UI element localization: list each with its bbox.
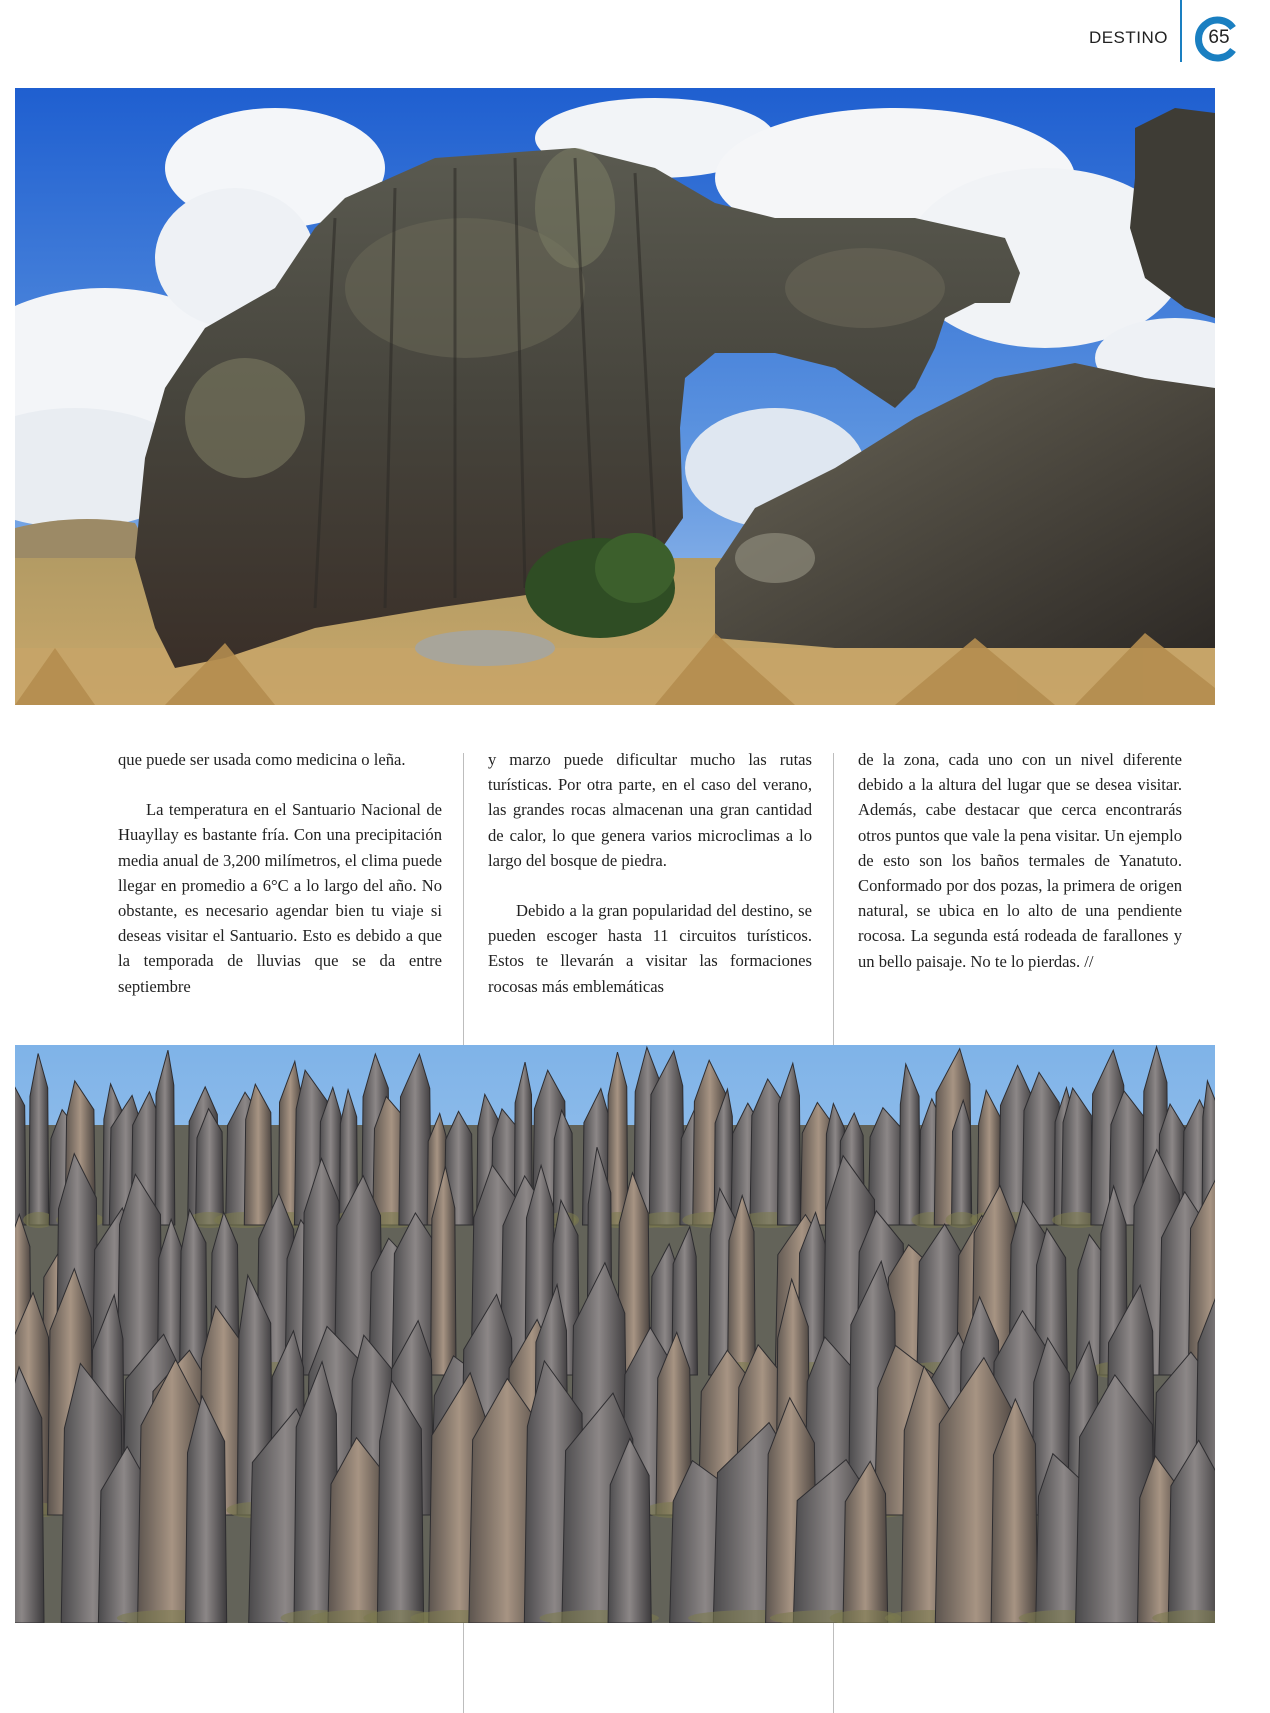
article-column-2 (488, 747, 812, 999)
paragraph: Debido a la gran popularidad del destino, se pueden escoger hasta 11 circuitos turísticos. Estos te llevarán a visitar las formaciones rocosas más emblemáticas (488, 901, 812, 996)
paragraph: que puede ser usada como medicina o leña. (118, 750, 406, 769)
rock-arch-photo (15, 88, 1215, 705)
column-divider (463, 1623, 464, 1713)
header-divider (1180, 0, 1182, 62)
page-header (870, 0, 1270, 70)
column-divider (833, 1623, 834, 1713)
page-number: 65 (1208, 27, 1230, 48)
stone-forest-photo (15, 1045, 1215, 1623)
paragraph: La temperatura en el Santuario Nacional de Huayllay es bastante fría. Con una precipitación media anual de 3,200 milímetros, el clima puede llegar en promedio a 6°C a lo largo del año. No obstante, es necesario agendar bien tu viaje si deseas visitar el Santuario. Esto es debido a que la temporada de lluvias que se da entre septiembre (118, 800, 442, 996)
column-divider (833, 753, 834, 1048)
article-column-1 (118, 747, 442, 999)
paragraph: y marzo puede dificultar mucho las rutas turísticas. Por otra parte, en el caso del verano, las grandes rocas almacenan una gran cantidad de calor, lo que genera varios microclimas a lo largo del bosque de piedra. (488, 750, 812, 870)
paragraph: de la zona, cada uno con un nivel diferente debido a la altura del lugar que se desea visitar. Además, cabe destacar que cerca encontrarás otros puntos que vale la pena visitar. Un ejemplo de esto son los baños termales de Yanatuto. Conformado por dos pozas, la primera de origen natural, se ubica en lo alto de una pendiente rocosa. La segunda está rodeada de farallones y un bello paisaje. No te lo pierdas. // (858, 750, 1182, 971)
section-label: DESTINO (1088, 28, 1168, 47)
article-column-3 (858, 747, 1182, 974)
column-divider (463, 753, 464, 1048)
rock-pillars (15, 1047, 1215, 1623)
